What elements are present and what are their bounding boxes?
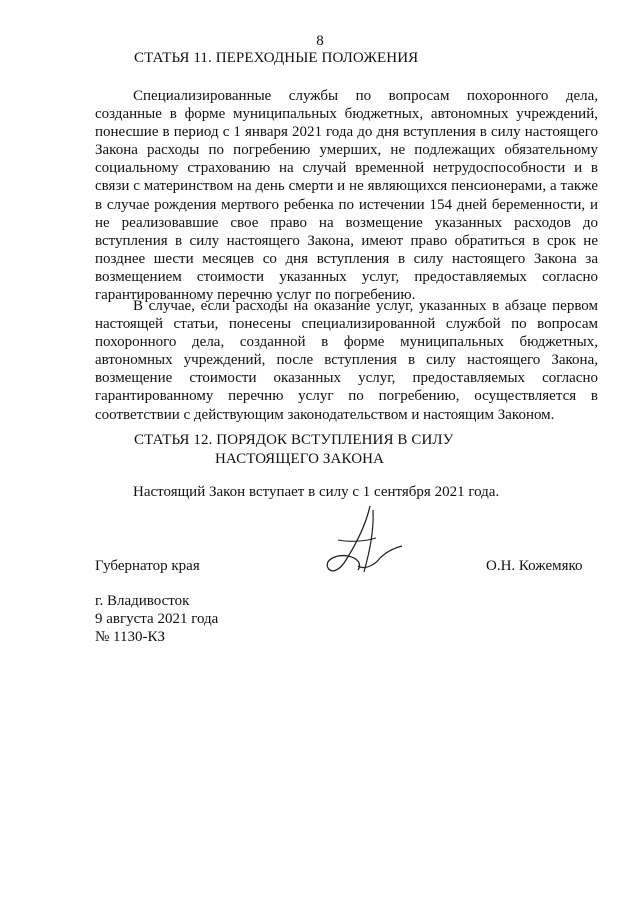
handwritten-signature xyxy=(318,500,408,590)
footer-date: 9 августа 2021 года xyxy=(95,611,219,627)
governor-title: Губернатор края xyxy=(95,558,200,574)
governor-name: О.Н. Кожемяко xyxy=(486,558,583,574)
article-11-heading: СТАТЬЯ 11. ПЕРЕХОДНЫЕ ПОЛОЖЕНИЯ xyxy=(134,50,419,66)
article-12-heading-line1: СТАТЬЯ 12. ПОРЯДОК ВСТУПЛЕНИЯ В СИЛУ xyxy=(134,432,454,448)
footer-city: г. Владивосток xyxy=(95,593,190,609)
article-11-paragraph-2: В случае, если расходы на оказание услуг, указанных в абзаце первом настоящей статьи, понесены специализированной службой по вопросам похоронного дела, созданной в форме муниципальных бюджетных, автономных учреждений, после вступления в силу настоящего Закона, возмещение стоимости оказанных услуг, предоставляемых согласно гарантированному перечню услуг по погребению, осуществляется в соответствии с действующим законодательством и настоящим Законом. xyxy=(95,298,598,423)
article-11-paragraph-1: Специализированные службы по вопросам похоронного дела, созданные в форме муниципальных бюджетных, автономных учреждений, понесшие в период с 1 января 2021 года до дня вступления в силу настоящего Закона расходы по погребению умерших, не подлежащих обязательному социальному страхованию на случай временной нетрудоспособности и в связи с материнством на день смерти и не являющихся пенсионерами, а также в случае рождения мертвого ребенка по истечении 154 дней беременности, и не реализовавшие свое право на возмещение указанных расходов до вступления в силу настоящего Закона, имеют право обратиться в срок не позднее шести месяцев со дня вступления в силу настоящего Закона за возмещением стоимости указанных услуг, предоставляемых согласно гарантированному перечню услуг по погребению. xyxy=(95,88,598,304)
article-12-heading-line2: НАСТОЯЩЕГО ЗАКОНА xyxy=(215,451,384,467)
article-12-paragraph: Настоящий Закон вступает в силу с 1 сентября 2021 года. xyxy=(133,484,500,500)
page-number: 8 xyxy=(316,33,324,49)
document-footer xyxy=(95,592,218,646)
footer-number: № 1130-КЗ xyxy=(95,629,166,645)
